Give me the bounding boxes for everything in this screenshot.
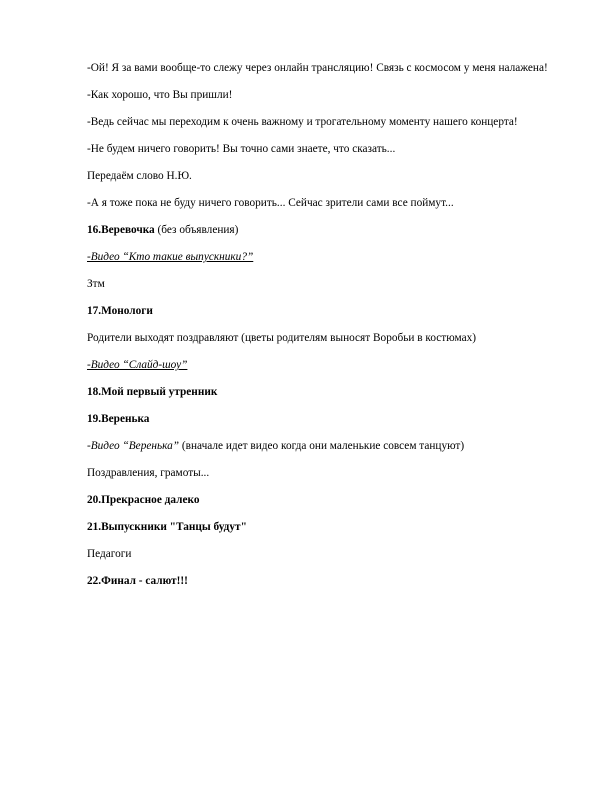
video-note-1: -Видео “Кто такие выпускники?” [87,251,254,263]
dialogue-line-3: -Ведь сейчас мы переходим к очень важному и трогательному моменту нашего концерта! [87,116,518,128]
stage-note-awards: Поздравления, грамоты... [87,467,210,479]
stage-note-teachers: Педагоги [87,548,132,560]
program-item-18: 18.Мой первый утренник [87,386,218,398]
stage-note-parents: Родители выходят поздравляют (цветы родителям выносят Воробьи в костюмах) [87,332,477,344]
program-item-19: 19.Веренька [87,413,150,425]
dialogue-line-6: -А я тоже пока не буду ничего говорить... Сейчас зрители сами все поймут... [87,197,454,209]
video-note-3 [87,439,464,453]
program-item-17: 17.Монологи [87,305,153,317]
program-item-22: 22.Финал - салют!!! [87,575,188,587]
dialogue-line-4: -Не будем ничего говорить! Вы точно сами знаете, что сказать... [87,143,396,155]
program-item-21-subtitle: "Танцы будут" [169,521,247,533]
program-item-21-title: 21.Выпускники [87,521,170,533]
program-item-16-title: 16.Веревочка [87,224,155,236]
program-item-20: 20.Прекрасное далеко [87,494,200,506]
program-item-21 [87,520,247,534]
dialogue-line-1: -Ой! Я за вами вообще-то слежу через онлайн трансляцию! Связь с космосом у меня налажена! [87,62,548,74]
program-item-16-note: (без объявления) [154,224,239,236]
dialogue-line-2: -Как хорошо, что Вы пришли! [87,89,233,101]
program-item-16 [87,223,238,237]
video-note-3-comment: (вначале идет видео когда они маленькие совсем танцуют) [179,440,465,452]
video-note-2: -Видео “Слайд-шоу” [87,359,188,371]
video-note-3-title: -Видео “Веренька” [87,440,180,452]
stage-note-ztm: Зтм [87,278,105,290]
dialogue-line-5: Передаём слово Н.Ю. [87,170,192,182]
